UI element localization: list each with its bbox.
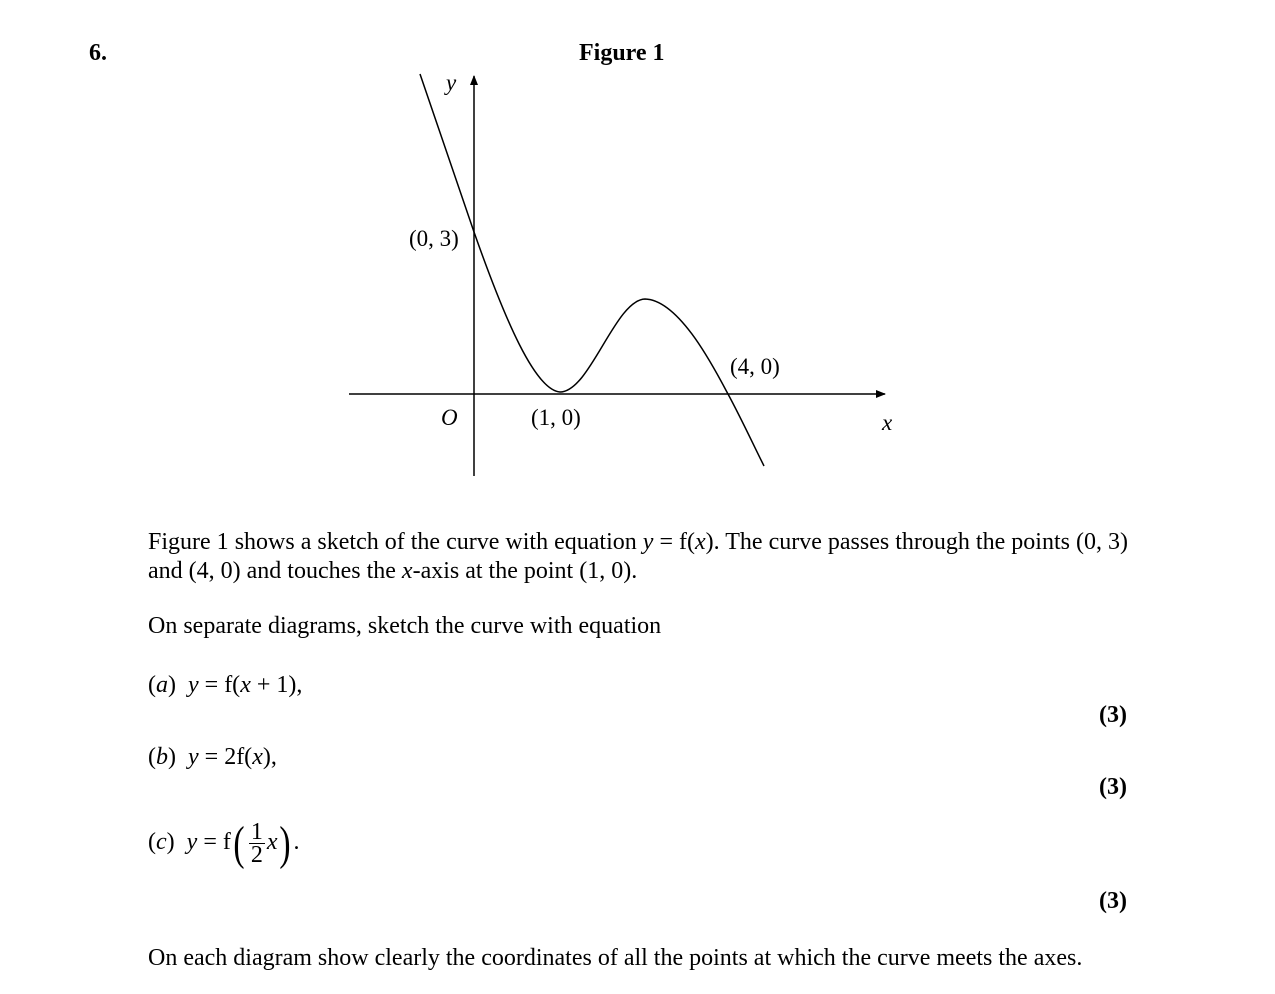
intro-paragraph: Figure 1 shows a sketch of the curve with equation y = f(x). The curve passes through the points (0, 3) and (4, 0) and touches the x-axis at the point (1, 0). [148, 529, 1128, 584]
point-label-0-3: (0, 3) [409, 226, 459, 251]
part-b: (b) y = 2f(x), [148, 744, 277, 770]
point-label-1-0: (1, 0) [531, 405, 581, 430]
part-c: (c) y = f( $\frac{1}{2}$ x). [148, 817, 300, 870]
part-a-marks: (3) [1099, 702, 1127, 728]
y-axis-label: y [446, 70, 457, 95]
question-number: 6. [89, 40, 107, 66]
instruction-text: On separate diagrams, sketch the curve with equation [148, 613, 662, 639]
part-b-marks: (3) [1099, 774, 1127, 800]
part-c-marks: (3) [1099, 888, 1127, 914]
curve-f [420, 74, 764, 466]
point-label-4-0: (4, 0) [730, 354, 780, 379]
figure-title: Figure 1 [579, 40, 665, 66]
final-instruction: On each diagram show clearly the coordinates of all the points at which the curve meets the axes. [148, 945, 1083, 971]
origin-label: O [441, 405, 458, 430]
x-axis-label: x [882, 410, 893, 435]
part-a: (a) y = f(x + 1), [148, 672, 303, 698]
